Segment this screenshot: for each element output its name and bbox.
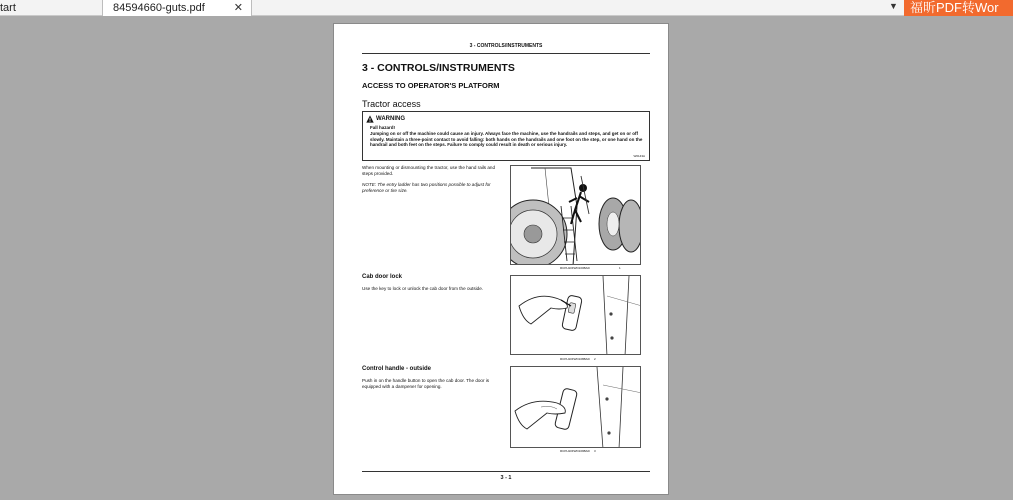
control-handle-illustration bbox=[511, 367, 641, 448]
page-number: 3 - 1 bbox=[500, 475, 512, 481]
tab-document-label: 84594660-guts.pdf bbox=[113, 2, 205, 14]
warning-box bbox=[362, 111, 650, 161]
tab-bar bbox=[0, 0, 1013, 16]
header-rule bbox=[362, 53, 650, 54]
section-title: Tractor access bbox=[362, 99, 421, 109]
warning-heading bbox=[366, 115, 405, 123]
warning-subtitle: Fall hazard! bbox=[370, 125, 396, 130]
cab-door-lock-heading: Cab door lock bbox=[362, 274, 403, 280]
close-tab-icon[interactable]: ✕ bbox=[233, 2, 243, 14]
page-title: 3 - CONTROLS/INSTRUMENTS bbox=[362, 62, 515, 74]
control-handle-text: Push in on the handle button to open the cab door. The door is equipped with a dampener for opening. bbox=[362, 378, 490, 389]
figure-control-handle bbox=[510, 366, 641, 448]
footer-rule bbox=[362, 471, 650, 472]
warning-triangle-icon bbox=[366, 115, 374, 123]
page-subtitle: ACCESS TO OPERATOR'S PLATFORM bbox=[362, 81, 500, 90]
access-text: When mounting or dismounting the tractor, use the hand rails and steps provided. bbox=[362, 165, 496, 176]
figure-tractor-access bbox=[510, 165, 641, 265]
figure-2-caption: RCPH10FWD108BAD bbox=[560, 357, 590, 361]
running-head: 3 - CONTROLS/INSTRUMENTS bbox=[469, 43, 543, 49]
warning-body: Jumping on or off the machine could cause an injury. Always face the machine, use the handrails and steps, and get on or off slowly. Maintain a three-point contact to avoid falling: both hands on the handrails and one foot on the step, or one hand on the handrail and both feet on the steps. Failure to comply could result in death or serious injury. bbox=[370, 131, 643, 148]
figure-1-number: 1 bbox=[619, 266, 621, 270]
promo-banner[interactable] bbox=[904, 0, 1013, 16]
promo-label: 福昕PDF转Wor bbox=[910, 0, 999, 15]
figure-3-number: 3 bbox=[594, 449, 596, 453]
warning-code: W0143A bbox=[633, 154, 645, 158]
pdf-page bbox=[333, 23, 669, 495]
figure-cab-door-lock bbox=[510, 275, 641, 355]
warning-title: WARNING bbox=[376, 116, 405, 122]
figure-3-caption: RCPH10FWD109BAD bbox=[560, 449, 590, 453]
tab-start[interactable] bbox=[0, 0, 100, 16]
tractor-access-illustration bbox=[511, 166, 641, 265]
figure-1-caption: RCPH10FWD100BAD bbox=[560, 266, 590, 270]
cab-door-lock-text: Use the key to lock or unlock the cab door from the outside. bbox=[362, 286, 484, 291]
cab-door-lock-illustration bbox=[511, 276, 641, 355]
tab-start-label: tart bbox=[0, 2, 16, 14]
figure-2-number: 2 bbox=[594, 357, 596, 361]
control-handle-heading: Control handle - outside bbox=[362, 366, 431, 372]
tab-document[interactable] bbox=[102, 0, 252, 16]
tab-list-dropdown-icon[interactable]: ▼ bbox=[889, 1, 898, 11]
access-note: NOTE: The entry ladder has two positions possible to adjust for preference or tire size. bbox=[362, 182, 491, 193]
